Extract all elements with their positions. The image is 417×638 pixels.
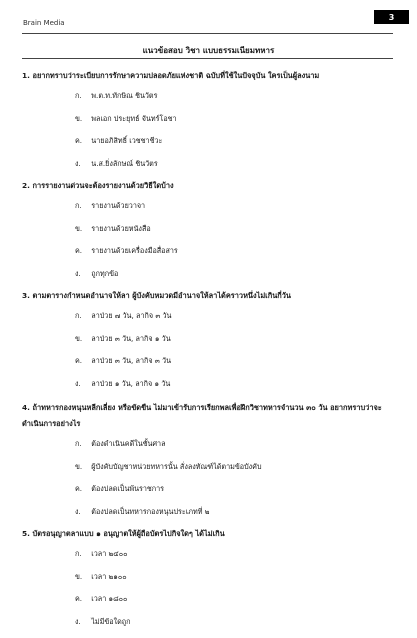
option-letter: ข. [75, 571, 83, 581]
option-text: รายงานด้วยวาจา [91, 201, 146, 210]
option-letter: ค. [75, 136, 83, 145]
option-text: ลาป่วย ๓ วัน, ลากิจ ๑ วัน [91, 333, 171, 343]
option-text: ลาป่วย ๑ วัน, ลากิจ ๑ วัน [91, 378, 171, 388]
option-letter: ก. [75, 549, 82, 558]
option-letter: ง. [75, 506, 81, 516]
question-text: 2. การรายงานด่วนจะต้องรายงานด้วยวิธีใดบ้าง [22, 181, 174, 190]
option-text: ไม่มีข้อใดถูก [91, 616, 131, 626]
option-letter: ข. [75, 223, 83, 233]
answer-option [75, 135, 397, 146]
option-letter: ค. [75, 246, 83, 255]
question-block [22, 70, 397, 169]
answer-option [75, 616, 397, 627]
option-text: ถูกทุกข้อ [91, 268, 119, 278]
document-title: แนวข้อสอบ วิชา แบบธรรมเนียมทหาร [142, 46, 275, 55]
option-letter: ก. [75, 439, 82, 448]
option-letter: ง. [75, 158, 81, 168]
option-letter: ง. [75, 378, 81, 388]
option-letter: ข. [75, 333, 83, 343]
option-text: ลาป่วย ๗ วัน, ลากิจ ๓ วัน [91, 311, 172, 320]
answer-option [75, 438, 397, 449]
page-header [0, 0, 417, 36]
answer-option [75, 548, 397, 559]
option-letter: ง. [75, 268, 81, 278]
option-text: รายงานด้วยเครื่องมือสื่อสาร [91, 246, 178, 255]
answer-option [75, 333, 397, 344]
answer-option [75, 378, 397, 389]
option-text: ต้องดำเนินคดีในชั้นศาล [91, 439, 166, 448]
question-text: 1. อยากทราบว่าระเบียบการรักษาความปลอดภัยแห่งชาติ ฉบับที่ใช้ในปัจจุบัน ใครเป็นผู้ลงนาม [22, 71, 320, 80]
option-text: ลาป่วย ๓ วัน, ลากิจ ๓ วัน [91, 356, 171, 365]
option-text: รายงานด้วยหนังสือ [91, 223, 151, 233]
answer-option [75, 200, 397, 211]
option-letter: ค. [75, 594, 83, 603]
answer-option [75, 90, 397, 101]
option-text: ผู้บังคับบัญชาหน่วยทหารนั้น สั่งลงทัณฑ์ได้ตามข้อบังคับ [91, 461, 262, 471]
option-letter: ก. [75, 201, 82, 210]
option-text: เวลา ๒๔๐๐ [91, 549, 128, 558]
question-block [22, 400, 397, 517]
answer-option [75, 158, 397, 169]
question-text: 3. ตามตารางกำหนดอำนาจให้ลา ผู้บังคับหมวดมีอำนาจให้ลาได้คราวหนึ่งไม่เกินกี่วัน [22, 291, 291, 300]
header-divider [22, 33, 393, 34]
option-letter: ก. [75, 91, 82, 100]
question-list [22, 70, 397, 638]
answer-option [75, 355, 397, 366]
option-text: ต้องปลดเป็นทหารกองหนุนประเภทที่ ๒ [91, 506, 210, 516]
option-letter: ง. [75, 616, 81, 626]
brand-name: Brain Media [23, 19, 65, 27]
option-text: พ.ต.ท.ทักษิณ ชินวัตร [91, 91, 158, 100]
answer-option [75, 593, 397, 604]
option-text: นายอภิสิทธิ์ เวชชาชีวะ [91, 136, 163, 145]
option-text: ต้องปลดเป็นพ้นราชการ [91, 484, 165, 493]
answer-option [75, 245, 397, 256]
option-text: เวลา ๑๘๐๐ [91, 594, 128, 603]
option-text: เวลา ๒๑๐๐ [91, 571, 127, 581]
answer-option [75, 483, 397, 494]
question-block [22, 180, 397, 279]
option-letter: ก. [75, 311, 82, 320]
title-divider [22, 58, 393, 59]
page-number-badge: 3 [374, 10, 409, 24]
option-letter: ค. [75, 484, 83, 493]
option-letter: ค. [75, 356, 83, 365]
answer-option [75, 223, 397, 234]
question-text: 4. ถ้าทหารกองหนุนหลีกเลี่ยง หรือขัดขืน ไม่มาเข้ารับการเรียกพลเพื่อฝึกวิชาทหารจำนวน ๓๐ วัน อยากทราบว่าจะดำเนินการอย่างไร [22, 403, 382, 428]
answer-option [75, 461, 397, 472]
option-letter: ข. [75, 461, 83, 471]
answer-option [75, 571, 397, 582]
option-text: พลเอก ประยุทธ์ จันทร์โอชา [91, 113, 177, 123]
question-block [22, 528, 397, 627]
answer-option [75, 310, 397, 321]
answer-option [75, 268, 397, 279]
answer-option [75, 113, 397, 124]
question-block [22, 290, 397, 389]
option-text: น.ส.ยิ่งลักษณ์ ชินวัตร [91, 158, 158, 168]
option-letter: ข. [75, 113, 83, 123]
question-text: 5. บัตรอนุญาตลาแบบ ๑ อนุญาตให้ผู้ถือบัตรไปกิจใดๆ ได้ไม่เกิน [22, 529, 225, 538]
answer-option [75, 506, 397, 517]
